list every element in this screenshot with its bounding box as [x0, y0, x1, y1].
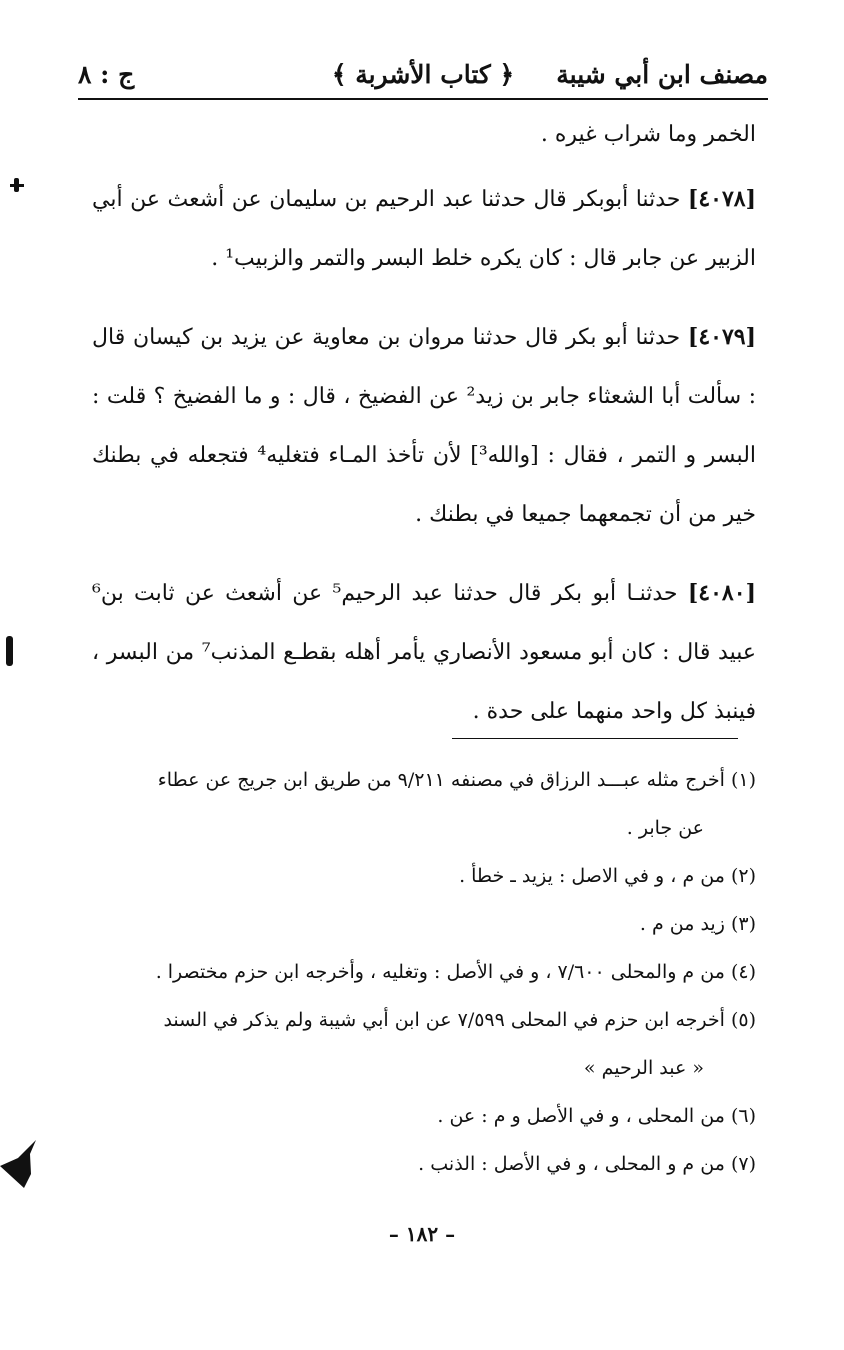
chapter-title: ﴿ كتاب الأشربة ﴾: [331, 60, 515, 89]
header-rule: [78, 98, 768, 100]
footnote-marker: (٣): [730, 913, 756, 935]
footnote-marker: (٦): [730, 1105, 756, 1127]
footnote: [92, 756, 756, 804]
hadith-text: حدثنا أبوبكر قال حدثنا عبد الرحيم بن سليمان عن أشعث عن أبي الزبير عن جابر قال : كان يكره خلط البسر والتمر والزبيب¹ .: [92, 187, 756, 271]
hadith-paragraph: [92, 564, 756, 741]
volume-number: ج : ٨: [78, 60, 135, 89]
hadith-number: [٤٠٨٠]: [687, 580, 756, 606]
footnote-text: أخرج مثله عبـــد الرزاق في مصنفه ٩/٢١١ من طريق ابن جريج عن عطاء: [157, 769, 725, 791]
footnote-text: من المحلى ، و في الأصل و م : عن .: [437, 1105, 725, 1127]
footnote-marker: (١): [730, 769, 756, 791]
footnote-marker: (٤): [730, 961, 756, 983]
scan-blot: [0, 1140, 36, 1190]
footnote-continuation: عن جابر .: [626, 817, 704, 839]
footnote-text: زيد من م .: [639, 913, 725, 935]
footnote-text: من م والمحلى ٧/٦٠٠ ، و في الأصل : وتغليه ، وأخرجه ابن حزم مختصرا .: [155, 961, 725, 983]
hadith-paragraph: [92, 308, 756, 544]
hadith-text: حدثنـا أبو بكر قال حدثنا عبد الرحيم⁵ عن أشعث عن ثابت بن⁶ عبيد قال : كان أبو مسعود الأنصاري يأمر أهله بقطـع المذنب⁷ من البسر ، فينبذ كل واحد منهما على حدة .: [92, 581, 756, 724]
footnote-marker: (٢): [730, 865, 756, 887]
footnote-text: من م ، و في الاصل : يزيد ـ خطأ .: [459, 865, 725, 887]
footnote-text: أخرجه ابن حزم في المحلى ٧/٥٩٩ عن ابن أبي شيبة ولم يذكر في السند: [163, 1009, 725, 1031]
scan-speck: [6, 636, 13, 666]
footnote-marker: (٧): [730, 1153, 756, 1175]
hadith-paragraph: [92, 170, 756, 288]
hadith-number: [٤٠٧٩]: [687, 324, 756, 350]
footnote: [92, 996, 756, 1044]
footnote-text: من م و المحلى ، و في الأصل : الذنب .: [418, 1153, 725, 1175]
footnote: [92, 948, 756, 996]
footnote-continuation: « عبد الرحيم »: [583, 1057, 704, 1079]
footnote-separator: [452, 738, 738, 739]
footnote: [92, 1092, 756, 1140]
page-number: – ١٨٢ –: [388, 1222, 456, 1246]
scan-speck: [10, 184, 24, 187]
footnotes: [92, 756, 756, 1188]
footnote: [92, 852, 756, 900]
main-text: [92, 120, 756, 761]
hadith-text: حدثنا أبو بكر قال حدثنا مروان بن معاوية عن يزيد بن كيسان قال : سألت أبا الشعثاء جابر بن زيد² عن الفضيخ ، قال : و ما الفضيخ ؟ قلت : البسر و التمر ، فقال : [والله³] لأن تأخذ المـاء فتغليه⁴ فتجعله في بطنك خير من أن تجمعهما جميعا في بطنك .: [92, 325, 757, 527]
footnote-marker: (٥): [730, 1009, 756, 1031]
opening-line: الخمر وما شراب غيره .: [540, 122, 756, 147]
footnote: [92, 900, 756, 948]
hadith-number: [٤٠٧٨]: [687, 186, 756, 212]
footnote: [92, 1140, 756, 1188]
book-title: مصنف ابن أبي شيبة: [556, 60, 768, 89]
running-header: [78, 56, 768, 96]
